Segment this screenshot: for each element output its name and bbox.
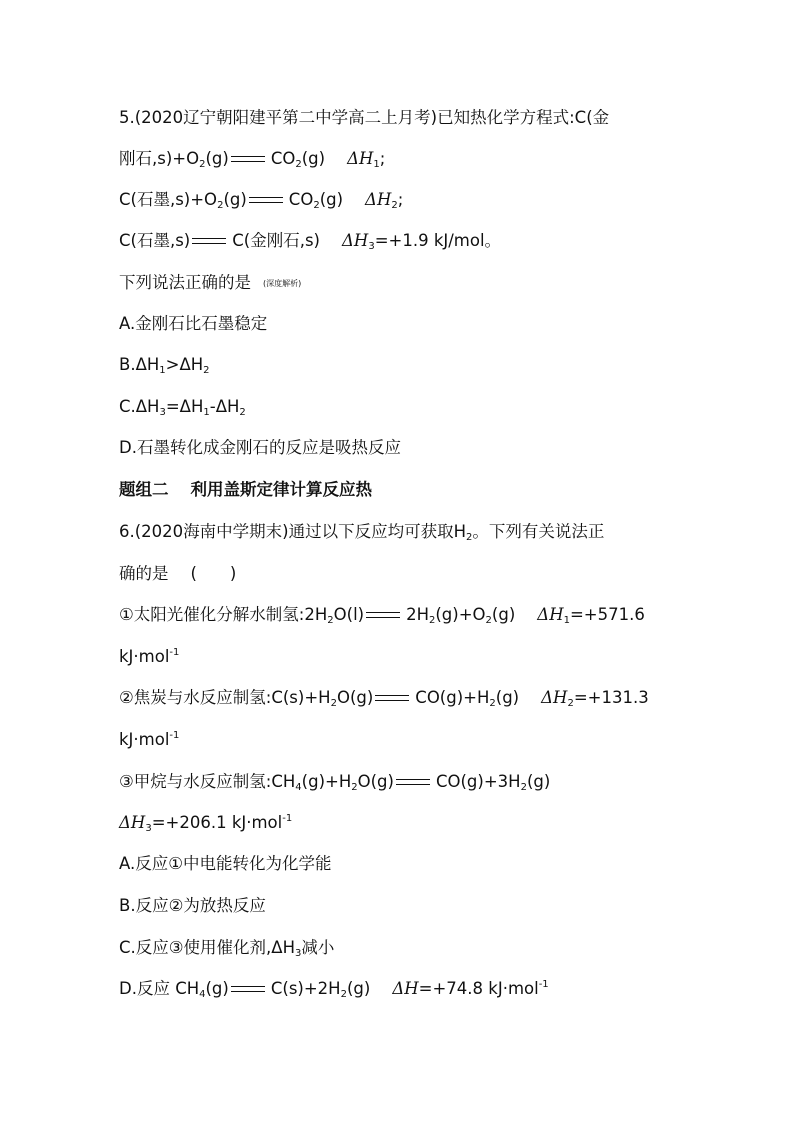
delta-h: ΔH — [541, 688, 568, 707]
subscript: 2 — [203, 365, 210, 376]
text: (g) — [205, 149, 229, 168]
text: C(s)+2H — [270, 979, 341, 998]
text: O(l) — [333, 605, 365, 624]
text: ; — [397, 190, 404, 209]
text: ②焦炭与水反应制氢:C(s)+H — [119, 688, 331, 707]
subscript: 1 — [203, 407, 210, 418]
subscript: 2 — [327, 615, 334, 626]
equals-arrow — [231, 986, 265, 992]
q6-option-c — [119, 937, 334, 959]
section-title: 利用盖斯定律计算反应热 — [190, 480, 372, 499]
subscript: 2 — [330, 698, 337, 709]
text: CO(g)+3H — [435, 772, 521, 791]
subscript: 2 — [391, 200, 398, 211]
question-text: 下列说法正确的是 — [119, 273, 251, 292]
subscript: 2 — [485, 615, 492, 626]
delta-h: ΔH — [119, 813, 146, 832]
text: ①太阳光催化分解水制氢:2H — [119, 605, 328, 624]
q6-stem-line2 — [119, 563, 236, 585]
text: =ΔH — [165, 397, 204, 416]
text: C.ΔH — [119, 397, 160, 416]
text: O(g) — [336, 688, 374, 707]
q5-option-b — [119, 354, 210, 376]
equals-arrow — [192, 238, 226, 244]
text: ; — [379, 149, 386, 168]
q6-reaction-2-unit — [119, 729, 179, 751]
text: =+74.8 kJ·mol — [418, 979, 539, 998]
option-text: A.反应①中电能转化为化学能 — [119, 854, 332, 873]
option-text: D.石墨转化成金刚石的反应是吸热反应 — [119, 438, 401, 457]
q5-question — [119, 272, 301, 295]
equals-arrow — [396, 779, 430, 785]
delta-h: ΔH — [342, 231, 369, 250]
subscript: 2 — [217, 200, 224, 211]
text: kJ·mol — [119, 647, 170, 666]
subscript: 2 — [520, 782, 527, 793]
subscript: 1 — [159, 365, 166, 376]
text: CO — [288, 190, 314, 209]
text: 6.(2020海南中学期末)通过以下反应均可获取H — [119, 522, 467, 541]
delta-h: ΔH — [365, 190, 392, 209]
subscript: 2 — [567, 698, 574, 709]
text: (g) — [301, 149, 326, 168]
text: (g)+H — [301, 772, 352, 791]
text: C(石墨,s)+O — [119, 190, 218, 209]
text: kJ·mol — [119, 730, 170, 749]
text: C.反应③使用催化剂,ΔH — [119, 938, 295, 957]
section-label: 题组二 — [119, 480, 169, 499]
text: =+131.3 — [573, 688, 649, 707]
q6-reaction-2 — [119, 687, 649, 709]
q6-reaction-1-unit — [119, 646, 179, 668]
subscript: 2 — [429, 615, 436, 626]
text: CO(g)+H — [415, 688, 490, 707]
text: =+206.1 kJ·mol — [151, 813, 283, 832]
q6-option-a — [119, 853, 332, 875]
q6-option-b — [119, 895, 266, 917]
text: >ΔH — [165, 355, 204, 374]
q6-reaction-1 — [119, 604, 645, 626]
delta-h: ΔH — [537, 605, 564, 624]
text: O(g) — [357, 772, 394, 791]
text: ③甲烷与水反应制氢:CH — [119, 772, 296, 791]
answer-blank: ( ) — [190, 564, 237, 583]
q5-stem-line2 — [119, 148, 385, 170]
q5-option-a — [119, 313, 267, 335]
subscript: 2 — [313, 200, 320, 211]
text: C(金刚石,s) — [232, 231, 320, 250]
text: (g) — [223, 190, 247, 209]
subscript: 2 — [340, 989, 347, 1000]
text: (g) — [205, 979, 229, 998]
text: (g) — [491, 605, 516, 624]
q5-equation-2 — [119, 189, 403, 211]
text: =+571.6 — [569, 605, 645, 624]
subscript: 3 — [368, 241, 375, 252]
subscript: 1 — [373, 159, 380, 170]
text: 减小 — [301, 938, 335, 957]
subscript: 2 — [295, 159, 302, 170]
delta-h: ΔH — [347, 149, 374, 168]
delta-h: ΔH — [392, 979, 419, 998]
q6-option-d — [119, 978, 549, 1000]
q5-equation-3 — [119, 230, 501, 252]
superscript: -1 — [282, 813, 293, 824]
text: CO — [270, 149, 296, 168]
text: (g) — [495, 688, 520, 707]
equals-arrow — [249, 197, 283, 203]
equals-arrow — [375, 695, 409, 701]
option-text: B.反应②为放热反应 — [119, 896, 266, 915]
option-text: A.金刚石比石墨稳定 — [119, 314, 268, 333]
superscript: -1 — [169, 730, 180, 741]
q5-stem-text: 5.(2020辽宁朝阳建平第二中学高二上月考)已知热化学方程式:C(金 — [119, 108, 610, 127]
text: 。下列有关说法正 — [472, 522, 605, 541]
subscript: 3 — [159, 407, 166, 418]
text: (g)+O — [435, 605, 486, 624]
text: 2H — [406, 605, 429, 624]
subscript: 2 — [489, 698, 496, 709]
q6-stem-line1 — [119, 521, 604, 543]
text: -ΔH — [209, 397, 240, 416]
q6-reaction-3 — [119, 771, 550, 793]
text: D.反应 CH — [119, 979, 200, 998]
subscript: 2 — [351, 782, 358, 793]
subscript: 2 — [199, 159, 206, 170]
equals-arrow — [231, 156, 265, 162]
superscript: -1 — [538, 979, 549, 990]
text: 刚石,s)+O — [119, 149, 200, 168]
q6-reaction-3-dh — [119, 812, 292, 834]
text: (g) — [526, 772, 551, 791]
q5-stem-line1 — [119, 107, 609, 129]
q5-option-c — [119, 396, 246, 418]
text: (g) — [319, 190, 344, 209]
text: B.ΔH — [119, 355, 160, 374]
superscript: -1 — [169, 647, 180, 658]
text: =+1.9 kJ/mol。 — [374, 231, 502, 250]
subscript: 1 — [563, 615, 570, 626]
text: 确的是 — [119, 564, 169, 583]
subscript: 2 — [466, 532, 473, 543]
subscript: 4 — [295, 782, 302, 793]
text: (g) — [346, 979, 371, 998]
subscript: 2 — [239, 407, 246, 418]
subscript: 3 — [295, 948, 302, 959]
section-heading — [119, 479, 372, 501]
subscript: 3 — [145, 823, 152, 834]
analysis-tag: (深度解析) — [263, 279, 302, 288]
text: C(石墨,s) — [119, 231, 191, 250]
subscript: 4 — [199, 989, 206, 1000]
equals-arrow — [366, 612, 400, 618]
q5-option-d — [119, 437, 401, 459]
